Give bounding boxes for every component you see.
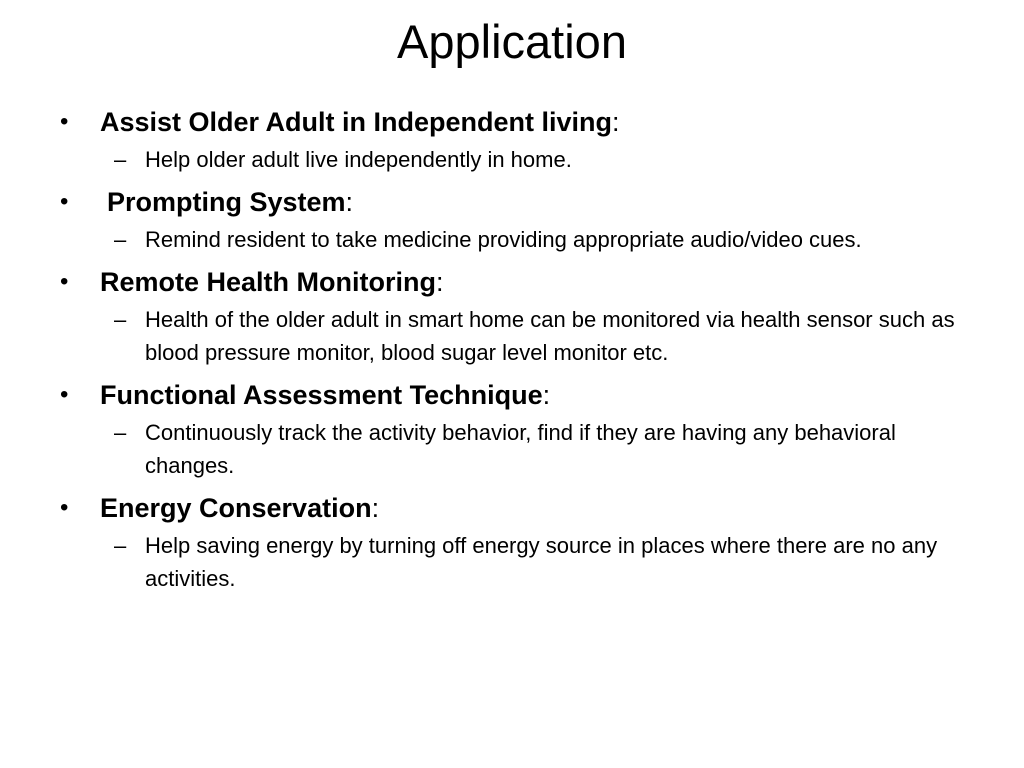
bullet-point: [58, 490, 988, 526]
bullet-list: [58, 104, 988, 603]
bullet-icon: •: [60, 188, 69, 215]
dash-icon: –: [114, 533, 127, 558]
bullet-icon: •: [60, 108, 69, 135]
bullet-icon: •: [60, 494, 69, 521]
bullet-heading: Functional Assessment Technique: [100, 380, 543, 410]
bullet-point: [58, 184, 988, 220]
sub-point-text: Remind resident to take medicine providing appropriate audio/video cues.: [145, 227, 862, 252]
dash-icon: –: [114, 307, 127, 332]
bullet-point: [58, 264, 988, 300]
bullet-heading: Remote Health Monitoring: [100, 267, 436, 297]
bullet-icon: •: [60, 381, 69, 408]
bullet-point: [58, 377, 988, 413]
dash-icon: –: [114, 227, 127, 252]
sub-point-text: Help older adult live independently in home.: [145, 147, 572, 172]
bullet-point: [58, 104, 988, 140]
list-item: [58, 104, 988, 176]
sub-point-text: Continuously track the activity behavior, find if they are having any behavioral changes.: [145, 420, 896, 478]
list-item: [58, 490, 988, 595]
list-item: [58, 264, 988, 369]
sub-point: [58, 529, 988, 595]
list-item: [58, 184, 988, 256]
sub-point: [58, 303, 988, 369]
bullet-heading: Energy Conservation: [100, 493, 372, 523]
sub-point-text: Help saving energy by turning off energy source in places where there are no any activities.: [145, 533, 938, 591]
sub-point: [58, 416, 988, 482]
dash-icon: –: [114, 420, 127, 445]
heading-colon: :: [345, 187, 354, 217]
bullet-icon: •: [60, 268, 69, 295]
sub-point: [58, 223, 988, 256]
dash-icon: –: [114, 147, 127, 172]
bullet-heading: Prompting System: [107, 187, 346, 217]
slide-title: Application: [397, 15, 627, 68]
heading-colon: :: [542, 380, 551, 410]
heading-colon: :: [436, 267, 444, 297]
heading-colon: :: [612, 107, 620, 137]
heading-colon: :: [371, 493, 380, 523]
bullet-heading: Assist Older Adult in Independent living: [100, 107, 613, 137]
list-item: [58, 377, 988, 482]
sub-point: [58, 143, 988, 176]
sub-point-text: Health of the older adult in smart home can be monitored via health sensor such as blood pressure monitor, blood sugar level monitor etc.: [145, 307, 955, 365]
